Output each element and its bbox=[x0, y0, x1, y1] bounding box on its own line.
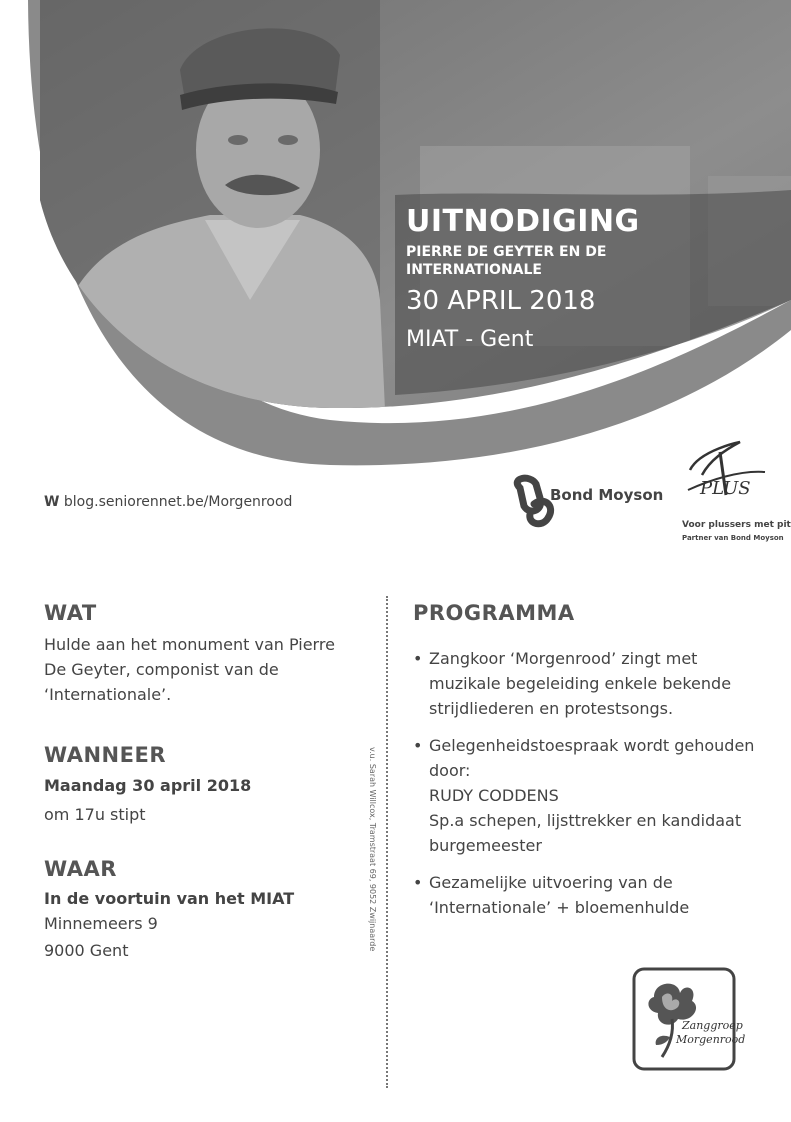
list-item bbox=[413, 646, 758, 721]
waar-heading: WAAR bbox=[44, 857, 117, 881]
item-text: Gezamelijke uitvoering van de ‘Internationale’ + bloemenhulde bbox=[429, 873, 690, 917]
web-prefix: W bbox=[44, 494, 60, 510]
wanneer-heading: WANNEER bbox=[44, 743, 166, 767]
website-line bbox=[44, 494, 292, 510]
list-item bbox=[413, 870, 758, 920]
waar-city: 9000 Gent bbox=[44, 941, 129, 960]
zanggroep-morgenrood-logo bbox=[632, 967, 746, 1071]
programma-list bbox=[413, 646, 758, 932]
column-divider bbox=[386, 596, 388, 1088]
rose-line2: Morgenrood bbox=[676, 1033, 746, 1046]
website-link[interactable]: blog.seniorennet.be/Morgenrood bbox=[63, 494, 293, 510]
wat-text: Hulde aan het monument van Pierre De Geyter, componist van de ‘Internationale’. bbox=[44, 635, 335, 704]
plus-wordmark: PLUS bbox=[700, 478, 751, 499]
plus-tagline: Voor plussers met pit bbox=[682, 520, 791, 530]
event-date: 30 APRIL 2018 bbox=[406, 286, 596, 316]
list-item bbox=[413, 733, 758, 858]
plus-partner: Partner van Bond Moyson bbox=[682, 534, 784, 542]
bond-moyson-icon bbox=[517, 478, 550, 524]
hero-banner bbox=[0, 0, 791, 470]
event-place: MIAT - Gent bbox=[406, 327, 534, 352]
speaker-role: Sp.a schepen, lijsttrekker en kandidaat burgemeester bbox=[429, 811, 742, 855]
item-text: Zangkoor ‘Morgenrood’ zingt met muzikale begeleiding enkele bekende strijdliederen en protestsongs. bbox=[429, 649, 732, 718]
item-text: Gelegenheidstoespraak wordt gehouden door: bbox=[429, 736, 755, 780]
bond-moyson-name: Bond Moyson bbox=[550, 486, 664, 504]
wanneer-date: Maandag 30 april 2018 bbox=[44, 776, 252, 795]
wanneer-time: om 17u stipt bbox=[44, 805, 146, 824]
publisher-imprint: v.u. Sarah Willcox, Tramstraat 69, 9052 Zwijnaarde bbox=[368, 747, 377, 952]
waar-street: Minnemeers 9 bbox=[44, 914, 158, 933]
wat-heading: WAT bbox=[44, 601, 97, 625]
speaker-name: RUDY CODDENS bbox=[429, 786, 559, 805]
plus-logo bbox=[680, 440, 770, 520]
invitation-title: UITNODIGING bbox=[406, 204, 640, 239]
waar-location: In de voortuin van het MIAT bbox=[44, 889, 295, 908]
rose-line1: Zanggroep bbox=[682, 1019, 743, 1032]
programma-heading: PROGRAMMA bbox=[413, 601, 575, 625]
event-subtitle: PIERRE DE GEYTER EN DE INTERNATIONALE bbox=[406, 244, 607, 278]
